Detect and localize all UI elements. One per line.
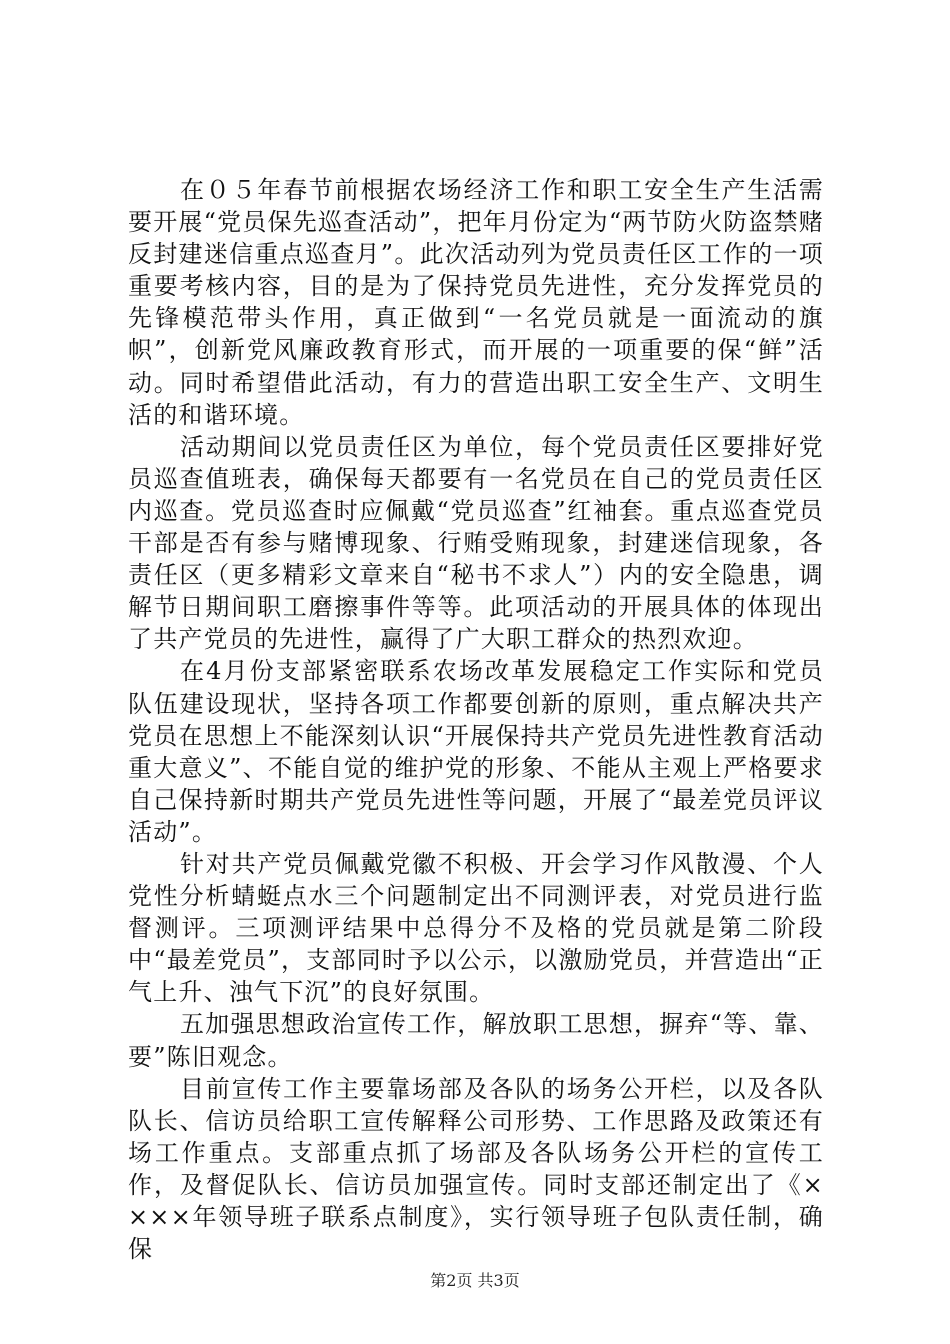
paragraph-2: 活动期间以党员责任区为单位，每个党员责任区要排好党员巡查值班表，确保每天都要有一名党员在自己的党员责任区内巡查。党员巡查时应佩戴“党员巡查”红袖套。重点巡查党员干部是否有参与赌博现象、行贿受贿现象，封建迷信现象，各责任区（更多精彩文章来自“秘书不求人”）内的安全隐患，调解节日期间职工磨擦事件等等。此项活动的开展具体的体现出了共产党员的先进性，赢得了广大职工群众的热烈欢迎。 bbox=[128, 432, 824, 654]
paragraph-1: 在０５年春节前根据农场经济工作和职工安全生产生活需要开展“党员保先巡查活动”，把年月份定为“两节防火防盗禁赌反封建迷信重点巡查月”。此次活动列为党员责任区工作的一项重要考核内容，目的是为了保持党员先进性，充分发挥党员的先锋模范带头作用，真正做到“一名党员就是一面流动的旗帜”，创新党风廉政教育形式，而开展的一项重要的保“鲜”活动。同时希望借此活动，有力的营造出职工安全生产、文明生活的和谐环境。 bbox=[128, 176, 824, 429]
document-body bbox=[128, 174, 824, 1265]
paragraph-4: 针对共产党员佩戴党徽不积极、开会学习作风散漫、个人党性分析蜻蜓点水三个问题制定出不同测评表，对党员进行监督测评。三项测评结果中总得分不及格的党员就是第二阶段中“最差党员”，支部同时予以公示，以激励党员，并营造出“正气上升、浊气下沉”的良好氛围。 bbox=[128, 849, 824, 1007]
paragraph-3: 在4月份支部紧密联系农场改革发展稳定工作实际和党员队伍建设现状，坚持各项工作都要创新的原则，重点解决共产党员在思想上不能深刻认识“开展保持共产党员先进性教育活动重大意义”、不能自觉的维护党的形象、不能从主观上严格要求自己保持新时期共产党员先进性等问题，开展了“最差党员评议活动”。 bbox=[128, 657, 824, 846]
page-footer: 第2页 共3页 bbox=[430, 1271, 520, 1290]
paragraph-5: 五加强思想政治宣传工作，解放职工思想，摒弃“等、靠、要”陈旧观念。 bbox=[128, 1010, 824, 1071]
paragraph-6: 目前宣传工作主要靠场部及各队的场务公开栏，以及各队队长、信访员给职工宣传解释公司形势、工作思路及政策还有场工作重点。支部重点抓了场部及各队场务公开栏的宣传工作，及督促队长、信访员加强宣传。同时支部还制定出了《××××年领导班子联系点制度》，实行领导班子包队责任制，确保 bbox=[128, 1074, 824, 1264]
